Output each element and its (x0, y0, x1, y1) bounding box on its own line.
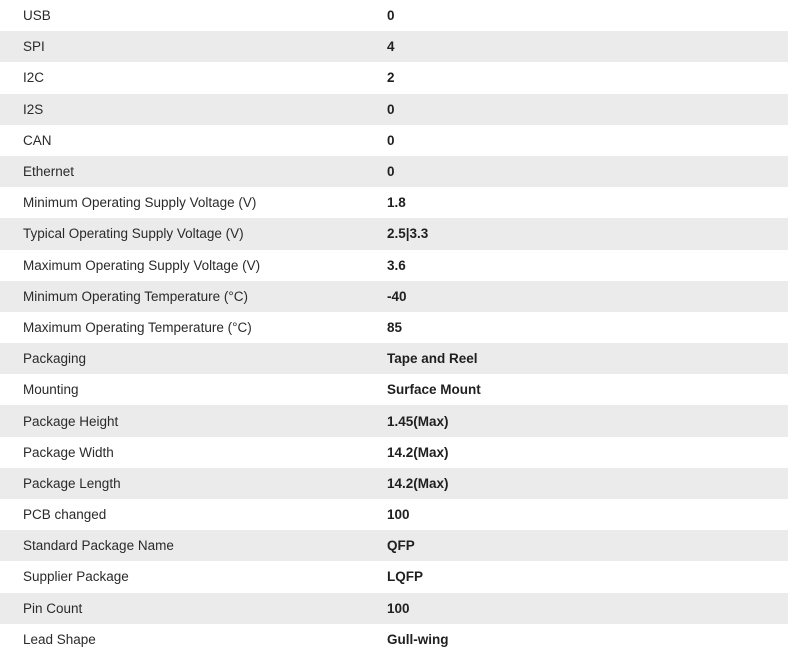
spec-label: Typical Operating Supply Voltage (V) (23, 226, 244, 242)
spec-label: Mounting (23, 382, 79, 398)
spec-row-usb (0, 0, 788, 31)
spec-row-spi (0, 31, 788, 62)
spec-row-package-height (0, 405, 788, 436)
spec-value: 100 (387, 600, 410, 616)
spec-label: Package Height (23, 413, 119, 429)
spec-row-i2s (0, 94, 788, 125)
spec-row-package-length (0, 468, 788, 499)
spec-row-package-width (0, 437, 788, 468)
spec-value: 3.6 (387, 257, 406, 273)
spec-label: SPI (23, 39, 45, 55)
spec-value: 2 (387, 70, 395, 86)
spec-label: Lead Shape (23, 631, 96, 647)
spec-row-min-temperature (0, 281, 788, 312)
spec-label: PCB changed (23, 507, 107, 523)
spec-row-i2c (0, 62, 788, 93)
spec-label: Packaging (23, 351, 87, 367)
spec-row-ethernet (0, 156, 788, 187)
spec-label: Supplier Package (23, 569, 129, 585)
spec-label: I2C (23, 70, 45, 86)
spec-value: 2.5|3.3 (387, 226, 429, 242)
spec-row-lead-shape (0, 624, 788, 655)
spec-row-max-temperature (0, 312, 788, 343)
spec-label: Ethernet (23, 164, 75, 180)
spec-row-standard-package-name (0, 530, 788, 561)
spec-label: Maximum Operating Temperature (°C) (23, 319, 252, 335)
spec-label: CAN (23, 132, 52, 148)
spec-label: Standard Package Name (23, 538, 174, 554)
spec-row-packaging (0, 343, 788, 374)
spec-label: Pin Count (23, 600, 83, 616)
spec-value: Gull-wing (387, 631, 449, 647)
spec-row-supplier-package (0, 561, 788, 592)
spec-value: Surface Mount (387, 382, 481, 398)
spec-row-mounting (0, 374, 788, 405)
spec-label: Package Width (23, 444, 114, 460)
spec-label: USB (23, 8, 51, 24)
spec-row-typical-supply-voltage (0, 218, 788, 249)
spec-value: Tape and Reel (387, 351, 478, 367)
spec-row-pin-count (0, 593, 788, 624)
spec-value: 85 (387, 319, 403, 335)
spec-value: 1.8 (387, 195, 406, 211)
spec-row-pcb-changed (0, 499, 788, 530)
spec-row-max-supply-voltage (0, 250, 788, 281)
spec-row-can (0, 125, 788, 156)
spec-value: 0 (387, 101, 395, 117)
spec-value: QFP (387, 538, 415, 554)
spec-value: 100 (387, 507, 410, 523)
spec-value: LQFP (387, 569, 423, 585)
spec-value: 0 (387, 164, 395, 180)
spec-value: -40 (387, 288, 407, 304)
spec-label: I2S (23, 101, 44, 117)
spec-label: Minimum Operating Temperature (°C) (23, 288, 248, 304)
spec-value: 4 (387, 39, 395, 55)
spec-label: Maximum Operating Supply Voltage (V) (23, 257, 261, 273)
spec-label: Minimum Operating Supply Voltage (V) (23, 195, 257, 211)
spec-value: 14.2(Max) (387, 444, 449, 460)
spec-row-min-supply-voltage (0, 187, 788, 218)
spec-value: 0 (387, 132, 395, 148)
spec-label: Package Length (23, 475, 121, 491)
spec-value: 14.2(Max) (387, 475, 449, 491)
spec-value: 0 (387, 8, 395, 24)
spec-value: 1.45(Max) (387, 413, 449, 429)
